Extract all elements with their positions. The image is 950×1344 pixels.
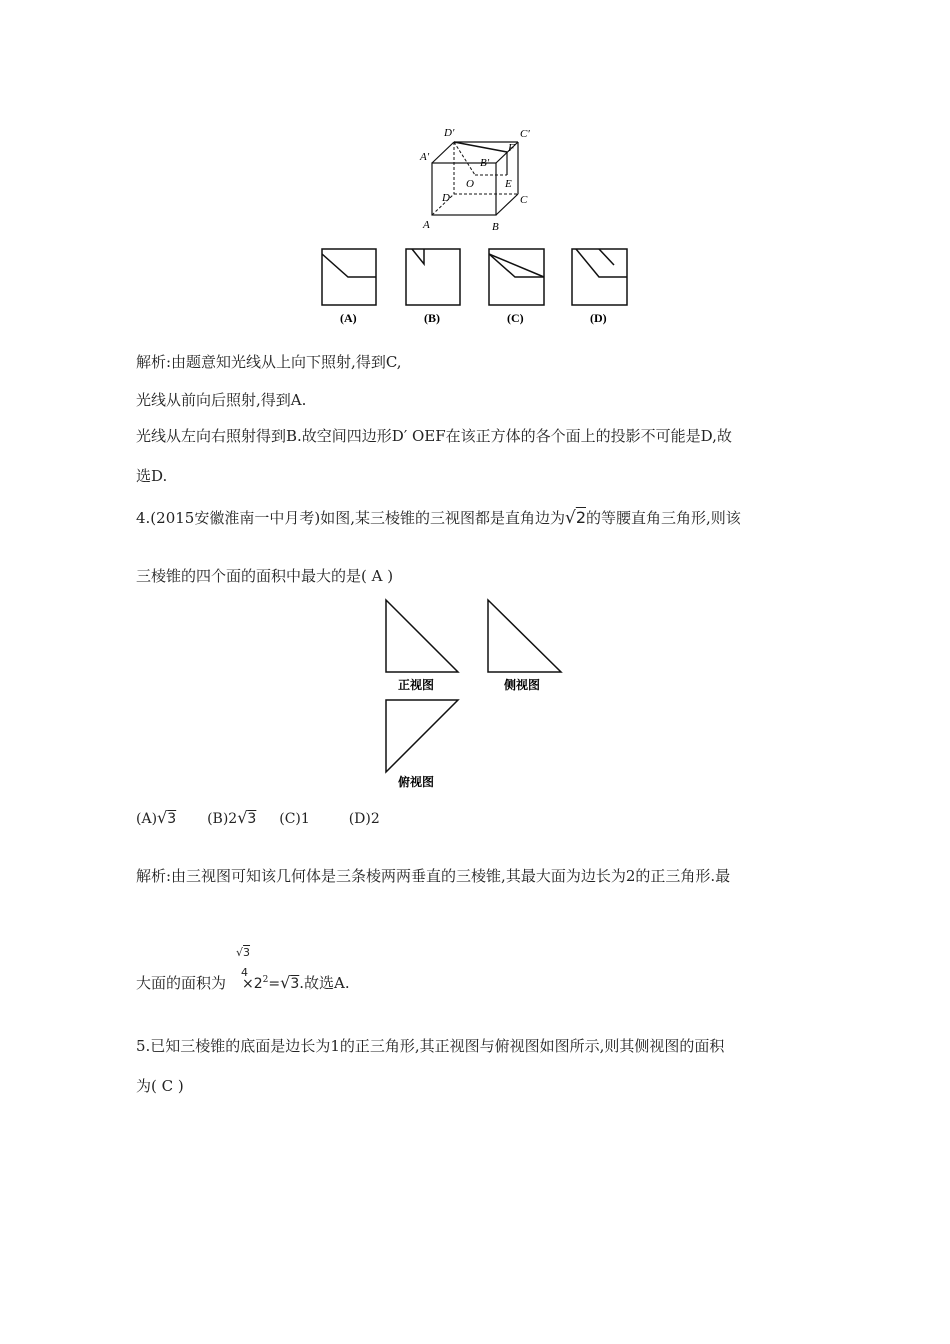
q5-line2: 为( C ) bbox=[136, 1077, 184, 1095]
q3-solution-line2: 光线从前向后照射,得到A. bbox=[136, 391, 307, 409]
option-b-label: (B) bbox=[424, 311, 440, 325]
frac-numerator bbox=[236, 946, 250, 959]
label-c: C bbox=[520, 194, 528, 206]
option-d: (D)2 bbox=[348, 811, 380, 827]
q4-solution-root: 3 bbox=[290, 976, 300, 992]
q4-solution-exp: 2 bbox=[262, 975, 269, 985]
label-a: A bbox=[423, 219, 430, 231]
q4-solution-prefix: 大面的面积为 bbox=[136, 974, 227, 992]
frac-denominator: 4 bbox=[241, 966, 248, 979]
label-o: O bbox=[466, 178, 474, 190]
front-view-label: 正视图 bbox=[398, 678, 435, 692]
sqrt-icon: √ bbox=[280, 973, 291, 992]
label-e: E bbox=[505, 178, 512, 190]
option-b-prefix: (B)2 bbox=[207, 811, 238, 827]
q4-stem-root: 2 bbox=[575, 508, 586, 527]
sqrt-icon: √ bbox=[564, 508, 576, 528]
q4-options bbox=[136, 808, 380, 829]
option-c-label: (C) bbox=[507, 311, 524, 325]
option-a-label: (A) bbox=[340, 311, 357, 325]
option-c: (C)1 bbox=[279, 811, 310, 827]
q3-solution-line3: 光线从左向右照射得到B.故空间四边形D′ OEF在该正方体的各个面上的投影不可能是D,故 bbox=[136, 427, 732, 445]
label-d-prime: D′ bbox=[444, 127, 455, 139]
label-d: D bbox=[442, 192, 450, 204]
q4-stem-line2: 三棱锥的四个面的面积中最大的是( A ) bbox=[136, 567, 394, 585]
label-b-prime: B′ bbox=[480, 157, 490, 169]
top-view-label: 俯视图 bbox=[398, 775, 435, 789]
sqrt-icon: √ bbox=[236, 946, 244, 959]
label-b: B bbox=[492, 221, 499, 233]
projection-options bbox=[318, 246, 634, 328]
q4-stem-line1 bbox=[136, 508, 741, 528]
q3-solution-line4: 选D. bbox=[136, 467, 168, 485]
three-views-figure bbox=[380, 596, 570, 791]
sqrt-icon: √ bbox=[237, 808, 248, 827]
label-f: F bbox=[508, 142, 515, 154]
q3-solution-line1: 解析:由题意知光线从上向下照射,得到C, bbox=[136, 353, 402, 371]
frac-num-root: 3 bbox=[243, 946, 251, 959]
q4-solution-line1: 解析:由三视图可知该几何体是三条棱两两垂直的三棱锥,其最大面为边长为2的正三角形.最 bbox=[136, 867, 731, 885]
q4-solution-mid: ×2 bbox=[242, 976, 263, 992]
label-a-prime: A′ bbox=[420, 151, 430, 163]
cube-figure bbox=[410, 120, 540, 235]
option-d-label: (D) bbox=[590, 311, 607, 325]
q4-solution-end: .故选A. bbox=[299, 974, 350, 992]
q4-stem-part2: 的等腰直角三角形,则该 bbox=[586, 509, 741, 527]
sqrt-icon: √ bbox=[157, 808, 168, 827]
q4-solution-line2 bbox=[136, 970, 350, 994]
q4-solution-eq: = bbox=[268, 976, 281, 992]
q5-line1: 5.已知三棱锥的底面是边长为1的正三角形,其正视图与俯视图如图所示,则其侧视图的面积 bbox=[136, 1037, 725, 1055]
option-a-prefix: (A) bbox=[136, 811, 158, 827]
side-view-label: 侧视图 bbox=[504, 678, 541, 692]
label-c-prime: C′ bbox=[520, 128, 530, 140]
q4-stem-part1: 4.(2015安徽淮南一中月考)如图,某三棱锥的三视图都是直角边为 bbox=[136, 509, 565, 527]
option-b-root: 3 bbox=[247, 811, 257, 827]
option-a-root: 3 bbox=[167, 811, 177, 827]
